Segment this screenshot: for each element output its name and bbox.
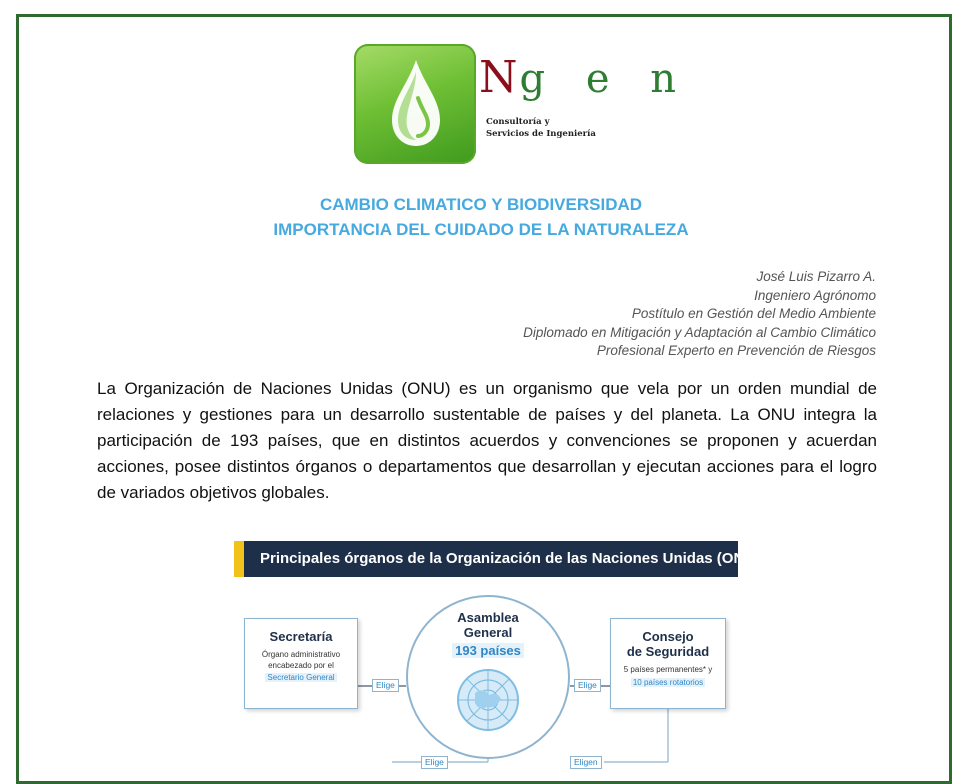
water-drop-icon (388, 58, 444, 148)
secretaria-box (244, 618, 358, 709)
diagram-header: Principales órganos de la Organización de las Naciones Unidas (ONU) (234, 541, 738, 577)
elige-label-left: Elige (372, 679, 399, 692)
consejo-title-line2: de Seguridad (626, 644, 710, 659)
tagline-line2: Servicios de Ingeniería (486, 129, 596, 139)
company-logo (354, 44, 690, 168)
author-name: José Luis Pizarro A. (756, 269, 876, 284)
body-paragraph: La Organización de Naciones Unidas (ONU) es un organismo que vela por un orden mundial de relaciones y gestiones para un desarrollo sustentable de países y del planeta. La ONU integra la participación de 193 países, que en distintos acuerdos y convenciones se proponen y acuerdan acciones, posee distintos órganos o departamentos que desarrollan y ejecutan acciones para el logro de variados objetivos globales. (97, 379, 877, 502)
document-title-line1: CAMBIO CLIMATICO Y BIODIVERSIDAD (319, 195, 643, 214)
elige-label-bottom: Elige (421, 756, 448, 769)
brand-rest: g e n (519, 56, 690, 102)
author-block (523, 268, 876, 361)
consejo-highlight: 10 países rotatorios (632, 677, 704, 687)
secretaria-highlight: Secretario General (267, 673, 335, 682)
logo-box (354, 44, 476, 164)
author-credential: Diplomado en Mitigación y Adaptación al Cambio Climático (523, 324, 876, 340)
author-credential: Postítulo en Gestión del Medio Ambiente (631, 306, 876, 321)
brand-name (479, 52, 690, 103)
un-organs-diagram (234, 541, 761, 771)
eligen-label-bottom: Eligen (570, 756, 602, 769)
author-credential: Ingeniero Agrónomo (754, 287, 876, 303)
consejo-line1: 5 países permanentes* y (623, 665, 713, 674)
secretaria-title: Secretaría (269, 629, 333, 644)
secretaria-line2: encabezado por el (268, 660, 334, 670)
asamblea-title-line2: General (463, 625, 513, 640)
document-title-line2: IMPORTANCIA DEL CUIDADO DE LA NATURALEZA (273, 220, 689, 239)
asamblea-count: 193 países (452, 643, 524, 658)
secretaria-line1: Órgano administrativo (261, 650, 341, 659)
consejo-title-line1: Consejo (642, 629, 694, 644)
asamblea-circle (406, 595, 570, 759)
tagline-line1: Consultoría y (486, 117, 550, 127)
un-emblem-icon (453, 665, 523, 735)
elige-label-right: Elige (574, 679, 601, 692)
consejo-box (610, 618, 726, 709)
brand-tagline (486, 116, 596, 140)
author-credential: Profesional Experto en Prevención de Riesgos (596, 343, 876, 358)
asamblea-title-line1: Asamblea (457, 610, 519, 625)
brand-initial: N (479, 52, 520, 103)
